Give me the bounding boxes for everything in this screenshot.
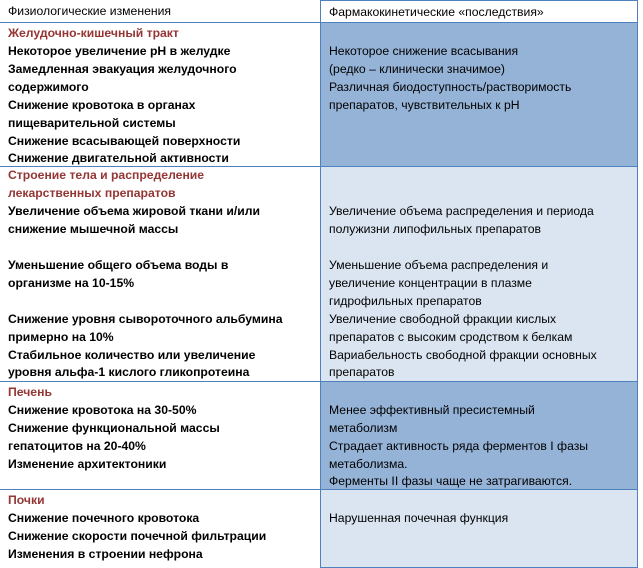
section-liver-right: [320, 382, 638, 490]
section-body-right: [320, 167, 638, 382]
body-effect-1a: Увеличение объема распределения и периода: [329, 204, 594, 218]
gi-effect-1b: (редко – клинически значимое): [329, 62, 505, 76]
body-change-1b: снижение мышечной массы: [8, 222, 179, 236]
gi-effect-1a: Некоторое снижение всасывания: [329, 44, 519, 58]
liver-effect-1b: метаболизм: [329, 421, 398, 435]
body-change-3a: Снижение уровня сывороточного альбумина: [8, 312, 283, 326]
body-effect-1b: полужизни липофильных препаратов: [329, 222, 542, 236]
header-pharmacokinetic-consequences: Фармакокинетические «последствия»: [320, 0, 638, 23]
section-heading-body-2: лекарственных препаратов: [8, 186, 176, 200]
body-effect-2c: гидрофильных препаратов: [329, 294, 482, 308]
body-effect-4b: препаратов: [329, 365, 395, 379]
body-effect-3a: Увеличение свободной фракции кислых: [329, 312, 557, 326]
gi-change-4: Снижение всасывающей поверхности: [8, 134, 241, 148]
liver-change-2b: гепатоцитов на 20-40%: [8, 439, 146, 453]
kidney-change-1: Снижение почечного кровотока: [8, 511, 200, 525]
section-kidney-left: [0, 490, 320, 568]
gi-effect-2b: препаратов, чувствительных к pH: [329, 98, 520, 112]
gi-change-2a: Замедленная эвакуация желудочного: [8, 62, 237, 76]
gi-change-1: Некоторое увеличение pH в желудке: [8, 44, 231, 58]
kidney-change-3: Изменения в строении нефрона: [8, 547, 203, 561]
section-heading-body-1: Строение тела и распределение: [8, 168, 205, 182]
liver-effect-2b: метаболизма.: [329, 457, 408, 471]
section-gi-right: [320, 23, 638, 167]
gi-change-3a: Снижение кровотока в органах: [8, 98, 196, 112]
liver-change-3: Изменение архитектоники: [8, 457, 167, 471]
body-effect-2b: увеличение концентрации в плазме: [329, 276, 532, 290]
liver-change-2a: Снижение функциональной массы: [8, 421, 220, 435]
kidney-effect-1: Нарушенная почечная функция: [329, 511, 509, 525]
gi-change-5: Снижение двигательной активности: [8, 151, 229, 165]
liver-effect-2a: Страдает активность ряда ферментов I фазы: [329, 439, 589, 453]
liver-effect-1a: Менее эффективный пресистемный: [329, 403, 535, 417]
body-change-4b: уровня альфа-1 кислого гликопротеина: [8, 365, 250, 379]
section-kidney-right: [320, 490, 638, 568]
gi-effect-2a: Различная биодоступность/растворимость: [329, 80, 572, 94]
gi-change-3b: пищеварительной системы: [8, 116, 176, 130]
gi-change-2b: содержимого: [8, 80, 89, 94]
liver-change-1: Снижение кровотока на 30-50%: [8, 403, 197, 417]
section-liver-left: [0, 382, 320, 490]
body-change-2b: организме на 10-15%: [8, 276, 135, 290]
section-heading-liver: Печень: [8, 385, 52, 399]
body-change-1a: Увеличение объема жировой ткани и/или: [8, 204, 261, 218]
body-effect-2a: Уменьшение объема распределения и: [329, 258, 549, 272]
body-change-4a: Стабильное количество или увеличение: [8, 348, 256, 362]
header-physiological-changes: Физиологические изменения: [0, 0, 320, 23]
section-heading-kidney: Почки: [8, 493, 45, 507]
section-gi-left: [0, 23, 320, 167]
body-change-3b: примерно на 10%: [8, 330, 114, 344]
liver-effect-3: Ферменты II фазы чаще не затрагиваются.: [329, 474, 573, 488]
section-body-left: [0, 167, 320, 382]
kidney-change-2: Снижение скорости почечной фильтрации: [8, 529, 267, 543]
body-change-2a: Уменьшение общего объема воды в: [8, 258, 229, 272]
body-effect-4a: Вариабельность свободной фракции основных: [329, 348, 597, 362]
section-heading-gi: Желудочно-кишечный тракт: [8, 26, 179, 40]
body-effect-3b: препаратов с высоким сродством к белкам: [329, 330, 573, 344]
